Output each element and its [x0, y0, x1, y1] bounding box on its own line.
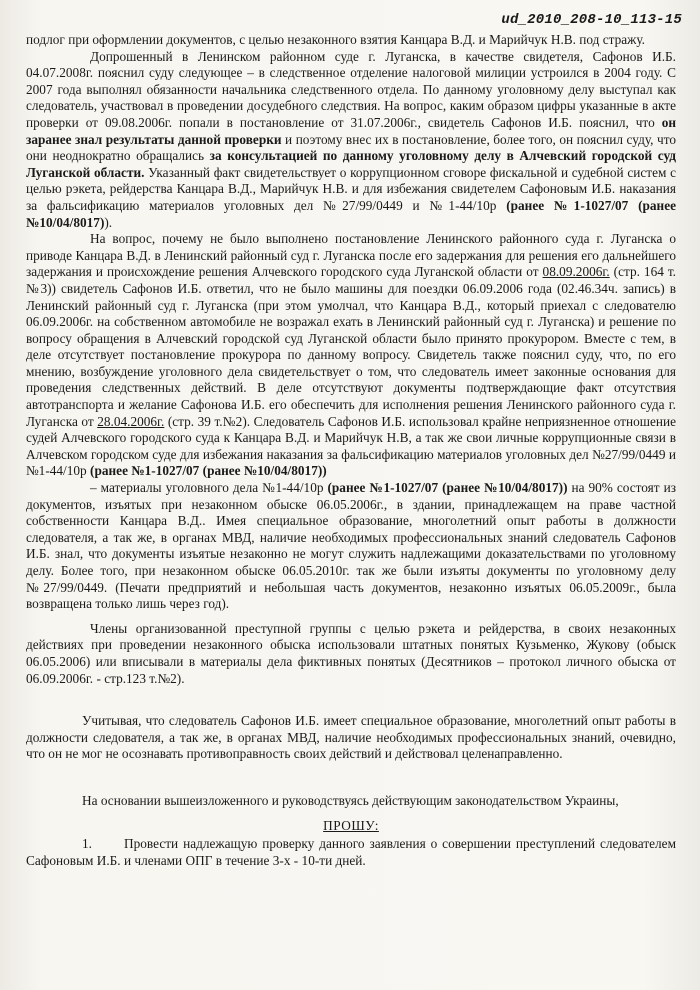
paragraph-testimony-text-1: Допрошенный в Ленинском районном суде г. Луганска, в качестве свидетеля, Сафонов И.Б. 04.07.2008г. пояснил суду следующее – в следственное отделение налоговой милиции устроился в 2004 году. С 2007 года выполнял обязанности начальника следственного отдела. По данному уголовному делу выступал как следователь, участвовал в проведении досудебного следствия. На вопрос, каким образом цифры указанные в акте проверки от 09.08.2006г. попали в постановление от 31.07.2006г., свидетель Сафонов И.Б. пояснил, что: [26, 48, 676, 130]
request-heading-text: ПРОШУ:: [323, 817, 379, 833]
paragraph-considering: Учитывая, что следователь Сафонов И.Б. имеет специальное образование, многолетний опыт работы в должности следователя, а так же, в органах МВД, наличие необходимых профессиональных знаний, очевидно, что он не мог не осознавать противоправность своих действий и действовал целенаправленно.: [26, 713, 676, 762]
paragraph-intro: подлог при оформлении документов, с целью незаконного взятия Канцара В.Д. и Марийчук Н.В. под стражу.: [26, 32, 646, 47]
request-item-1: [26, 836, 676, 869]
request-heading: [26, 818, 676, 835]
paragraph-testimony-bold-3: (ранее №1-1027/07 (ранее №10/04/8017): [26, 197, 677, 230]
paragraph-question-text-3: (стр. 39 т.№2). Следователь Сафонов И.Б. использовал крайне неприязненное отношение судей Алчевского городского суда к Канцара В.Д. и Марийчук Н.В, а так же свои личные коррупционные связи в Алчевском городском суде для избежания наказания за фальсификацию материалов уголовных дел №27/99/0449 и №1-44/10р: [26, 413, 676, 479]
request-item-1-number: 1.: [82, 836, 92, 852]
paragraph-basis: На основании вышеизложенного и руководствуясь действующим законодательством Украины,: [82, 792, 619, 808]
document-id-stamp: ud_2010_208-10_113-15: [501, 12, 682, 28]
paragraph-group-members: Члены организованной преступной группы с целью рэкета и рейдерства, в своих незаконных действиях при проведении незаконного обыска использовали штатных понятых Кузьменко, Жукову (обыск 06.05.2006) или вписывали в материалы дела фиктивных понятых (Десятников – протокол личного обыска от 06.09.2006г. - стр.123 т.№2).: [26, 620, 676, 686]
paragraph-question-bold-1: (ранее №1-1027/07 (ранее №10/04/8017)): [90, 463, 327, 479]
paragraph-materials-text-2: на 90% состоят из документов, изъятых при незаконном обыске 06.05.2006г., в здании, принадлежащем на праве частной собственности Канцара В.Д.. Имея специальное образование, многолетний опыт работы в должности следователя, а так же, в органах МВД, наличие необходимых профессиональных знаний следователь Сафонов И.Б. знал, что документы изъятые незаконно не могут служить надлежащими доказательствами по уголовному делу. Более того, при незаконном обыске 06.05.2010г. так же были изъяты документы по уголовному делу №27/99/0449. (Печати предприятий и небольшая часть документов, незаконно изъятых 06.05.2009г., была возвращена только лишь через год).: [26, 480, 676, 612]
paragraph-testimony-text-3: Указанный факт свидетельствует о коррупционном сговоре фискальной и судебной систем с целью рэкета, рейдерства Канцара В.Д., Марийчук Н.В. и для избежания свидетелем Сафоновым И.Б. наказания за фальсификацию материалов уголовных дел №27/99/0449 и №1-44/10р: [26, 164, 676, 213]
paragraph-testimony-text-2: и поэтому внес их в постановление, более того, он пояснил суду, что они неоднократно обращались: [26, 131, 676, 164]
paragraph-testimony-text-4: ).: [104, 214, 113, 230]
document-body: [26, 32, 676, 869]
paragraph-question-date-1: 08.09.2006г.: [542, 264, 610, 280]
paragraph-materials-text-1: – материалы уголовного дела №1-44/10р: [90, 480, 328, 496]
paragraph-question: [26, 231, 676, 480]
paragraph-materials: [26, 480, 676, 613]
paragraph-question-text-1: На вопрос, почему не было выполнено постановление Ленинского районного суда г. Луганска о приводе Канцара В.Д. в Ленинский районный суд г. Луганска после его задержания для решения его дальнейшего задержания и происхождение решения Алчевского городского суда Луганской области от: [26, 231, 676, 280]
paragraph-materials-bold-1: (ранее №1-1027/07 (ранее №10/04/8017)): [327, 480, 568, 496]
paragraph-testimony-bold-1: он заранее знал результаты данной проверки: [26, 114, 676, 147]
paragraph-testimony: [26, 49, 676, 232]
paragraph-question-text-2: (стр. 164 т.№3)) свидетель Сафонов И.Б. ответил, что не было машины для поездки 06.09.2006 года (02.46.34ч. запись) в Ленинский районный суд г. Луганска (при этом умолчал, что Канцара В.Д., который приехал с следователю 06.09.2006г. на собственном автомобиле не возражал ехать в Ленинский районный суд г. Луганска) и решение по вопросу обращения в Алчевский городской суд Луганской области было принято прокурором. Вместе с тем, в деле отсутствует постановление прокурора по данному вопросу. Свидетель также пояснил суду, что, по его мнению, возбуждение уголовного дела свидетельствует о том, что следователь имеет законные основания для проведения следственных действий. В деле отсутствуют документы подтверждающие факт отсутствия автотранспорта и желание Сафонова И.Б. его обеспечить для исполнения решения Ленинского районного суда г. Луганска от: [26, 264, 676, 429]
paragraph-testimony-bold-2: за консультацией по данному уголовному делу в Алчевский городской суд Луганской области.: [26, 148, 676, 180]
request-item-1-text: Провести надлежащую проверку данного заявления о совершении преступлений следователем Сафоновым И.Б. и членами ОПГ в течение 3-х - 10-ти дней.: [26, 836, 676, 868]
paragraph-question-date-2: 28.04.2006г.: [97, 413, 165, 429]
